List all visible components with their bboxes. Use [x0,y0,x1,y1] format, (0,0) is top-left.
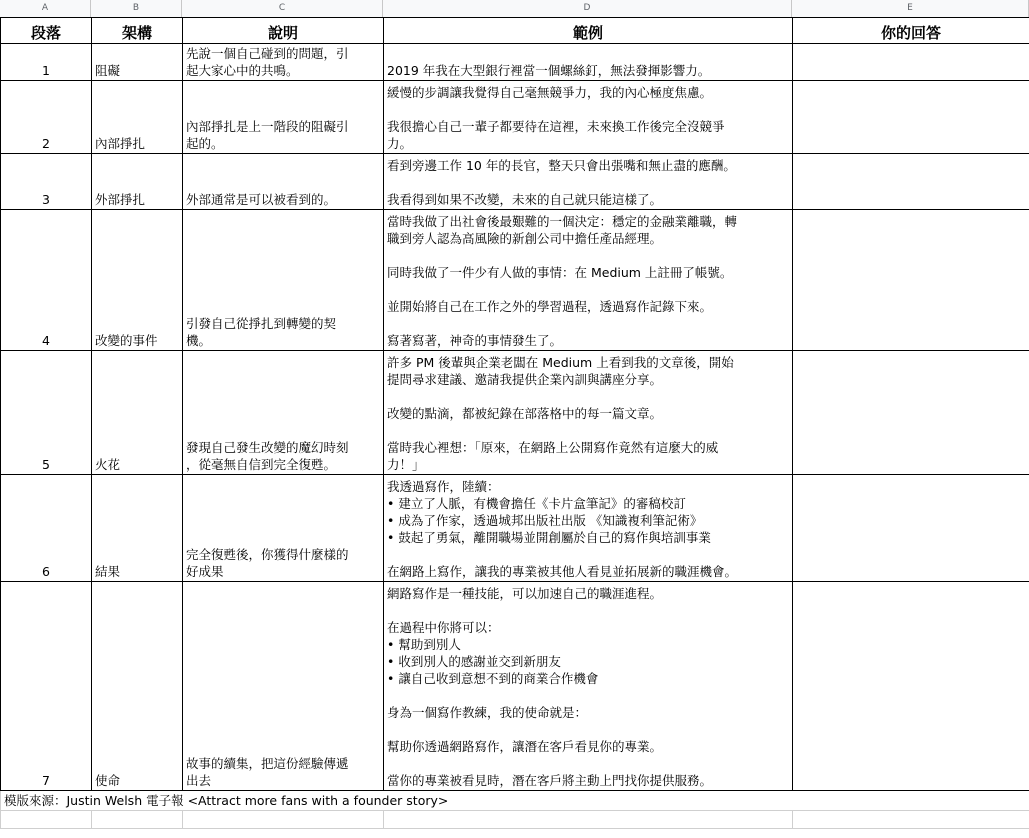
footnote-row [1,791,1029,811]
example-cell-line: 我透過寫作，陸續： [387,479,500,494]
example-cell[interactable] [384,44,793,81]
example-cell-line: 力。 [387,136,413,151]
frame-cell[interactable]: 火花 [92,351,183,475]
example-cell[interactable] [384,154,793,210]
table-row [1,154,1029,210]
description-cell[interactable] [183,351,384,475]
answer-cell[interactable] [793,582,1029,791]
description-cell-line: 先說一個自己碰到的問題，引 [186,46,349,61]
example-cell-line: 當你的專業被看見時，潛在客戶將主動上門找你提供服務。 [387,773,713,788]
description-cell-line: 內部掙扎是上一階段的阻礙引 [186,119,349,134]
column-header-d[interactable]: D [383,0,792,17]
column-header-c[interactable]: C [182,0,383,17]
example-cell-line: 在過程中你將可以： [387,620,500,635]
description-cell-line: 完全復甦後，你獲得什麼樣的 [186,547,349,562]
description-cell-line: 好成果 [186,564,224,579]
header-cell[interactable]: 說明 [183,18,384,44]
section-number-cell[interactable]: 2 [1,81,92,154]
section-number-cell[interactable]: 4 [1,210,92,351]
description-cell-line: 起大家心中的共鳴。 [186,63,299,78]
example-cell-line [387,422,789,439]
answer-cell[interactable] [793,210,1029,351]
section-number-cell[interactable]: 6 [1,475,92,582]
example-cell-line [387,281,789,298]
section-number-cell[interactable]: 3 [1,154,92,210]
description-cell[interactable] [183,475,384,582]
frame-cell[interactable]: 阻礙 [92,44,183,81]
empty-cell[interactable] [183,811,384,829]
answer-cell[interactable] [793,154,1029,210]
example-cell[interactable] [384,351,793,475]
section-number-cell[interactable]: 5 [1,351,92,475]
example-cell-line: 看到旁邊工作 10 年的長官，整天只會出張嘴和無止盡的應酬。 [387,158,736,173]
example-cell-line: 幫助你透過網路寫作，讓潛在客戶看見你的專業。 [387,739,663,754]
example-cell-line: 在網路上寫作，讓我的專業被其他人看見並拓展新的職涯機會。 [387,564,738,579]
header-cell[interactable]: 架構 [92,18,183,44]
example-cell-line: 同時我做了一件少有人做的事情：在 Medium 上註冊了帳號。 [387,265,733,280]
description-cell[interactable] [183,44,384,81]
empty-row [1,811,1029,829]
frame-cell[interactable]: 改變的事件 [92,210,183,351]
footnote-text: 模版來源：Justin Welsh 電子報 <Attract more fans with a founder story> [4,793,449,808]
empty-cell[interactable] [384,811,793,829]
example-cell-line: 當時我心裡想：「原來，在網路上公開寫作竟然有這麼大的威 [387,440,719,455]
frame-cell[interactable]: 外部掙扎 [92,154,183,210]
table-row [1,210,1029,351]
example-cell-line: 緩慢的步調讓我覺得自己毫無競爭力，我的內心極度焦慮。 [387,85,713,100]
table-row [1,475,1029,582]
example-cell-line: 力！」 [387,457,425,472]
example-cell-line: 我看得到如果不改變，未來的自己就只能這樣了。 [387,192,663,207]
example-cell-line: • 鼓起了勇氣，離開職場並開創屬於自己的寫作與培訓事業 [387,530,711,545]
example-cell-line: 身為一個寫作教練，我的使命就是： [387,705,588,720]
example-cell[interactable] [384,582,793,791]
example-cell-line [387,101,789,118]
table-row [1,582,1029,791]
empty-cell[interactable] [1,811,92,829]
table-row [1,351,1029,475]
description-cell[interactable] [183,81,384,154]
example-cell[interactable] [384,81,793,154]
example-cell-line [387,247,789,264]
example-cell-line: 改變的點滴，都被紀錄在部落格中的每一篇文章。 [387,406,663,421]
frame-cell[interactable]: 內部掙扎 [92,81,183,154]
description-cell[interactable] [183,210,384,351]
example-cell-line: 職到旁人認為高風險的新創公司中擔任產品經理。 [387,231,663,246]
answer-cell[interactable] [793,44,1029,81]
column-header-b[interactable]: B [91,0,182,17]
example-cell-line [387,755,789,772]
section-number-cell[interactable]: 1 [1,44,92,81]
example-cell-line: 2019 年我在大型銀行裡當一個螺絲釘，無法發揮影響力。 [387,63,711,78]
example-cell-line: 網路寫作是一種技能，可以加速自己的職涯進程。 [387,586,663,601]
example-cell-line [387,315,789,332]
column-header-e[interactable]: E [792,0,1029,17]
column-header-a[interactable]: A [0,0,91,17]
example-cell-line: 提問尋求建議、邀請我提供企業內訓與講座分享。 [387,372,663,387]
example-cell-line: 並開始將自己在工作之外的學習過程，透過寫作記錄下來。 [387,299,713,314]
table-row [1,81,1029,154]
header-cell[interactable]: 段落 [1,18,92,44]
description-cell-line: 引發自己從掙扎到轉變的契 [186,316,337,331]
table-row [1,44,1029,81]
example-cell-line: 許多 PM 後輩與企業老闆在 Medium 上看到我的文章後，開始 [387,355,734,370]
example-cell-line: • 收到別人的感謝並交到新朋友 [387,654,561,669]
empty-cell[interactable] [92,811,183,829]
empty-cell[interactable] [793,811,1029,829]
example-cell[interactable] [384,475,793,582]
example-cell-line: 寫著寫著，神奇的事情發生了。 [387,333,563,348]
frame-cell[interactable]: 使命 [92,582,183,791]
answer-cell[interactable] [793,81,1029,154]
example-cell-line: • 幫助到別人 [387,637,461,652]
answer-cell[interactable] [793,475,1029,582]
frame-cell[interactable]: 結果 [92,475,183,582]
example-cell-line [387,687,789,704]
example-cell-line: • 讓自己收到意想不到的商業合作機會 [387,671,599,686]
example-cell[interactable] [384,210,793,351]
example-cell-line: • 建立了人脈，有機會擔任《卡片盒筆記》的審稿校訂 [387,496,686,511]
description-cell[interactable] [183,154,384,210]
description-cell-line: 機。 [186,333,212,348]
description-cell-line: ，從毫無自信到完全復甦。 [186,457,337,472]
description-cell-line: 故事的續集，把這份經驗傳遞 [186,756,349,771]
header-cell[interactable]: 範例 [384,18,793,44]
header-cell[interactable]: 你的回答 [793,18,1029,44]
example-cell-line [387,602,789,619]
description-cell-line: 外部通常是可以被看到的。 [186,192,337,207]
example-cell-line: 當時我做了出社會後最艱難的一個決定：穩定的金融業離職，轉 [387,214,738,229]
description-cell-line: 出去 [186,773,212,788]
section-number-cell[interactable]: 7 [1,582,92,791]
description-cell-line: 起的。 [186,136,224,151]
description-cell[interactable] [183,582,384,791]
footnote-cell[interactable] [1,791,1029,811]
answer-cell[interactable] [793,351,1029,475]
example-cell-line: • 成為了作家，透過城邦出版社出版 《知識複利筆記術》 [387,513,703,528]
example-cell-line [387,388,789,405]
header-row [1,18,1029,44]
example-cell-line: 我很擔心自己一輩子都要待在這裡，未來換工作後完全沒競爭 [387,119,725,134]
description-cell-line: 發現自己發生改變的魔幻時刻 [186,440,349,455]
example-cell-line [387,721,789,738]
example-cell-line [387,546,789,563]
column-header-bar [0,0,1029,18]
spreadsheet-grid [0,17,1029,829]
example-cell-line [387,174,789,191]
